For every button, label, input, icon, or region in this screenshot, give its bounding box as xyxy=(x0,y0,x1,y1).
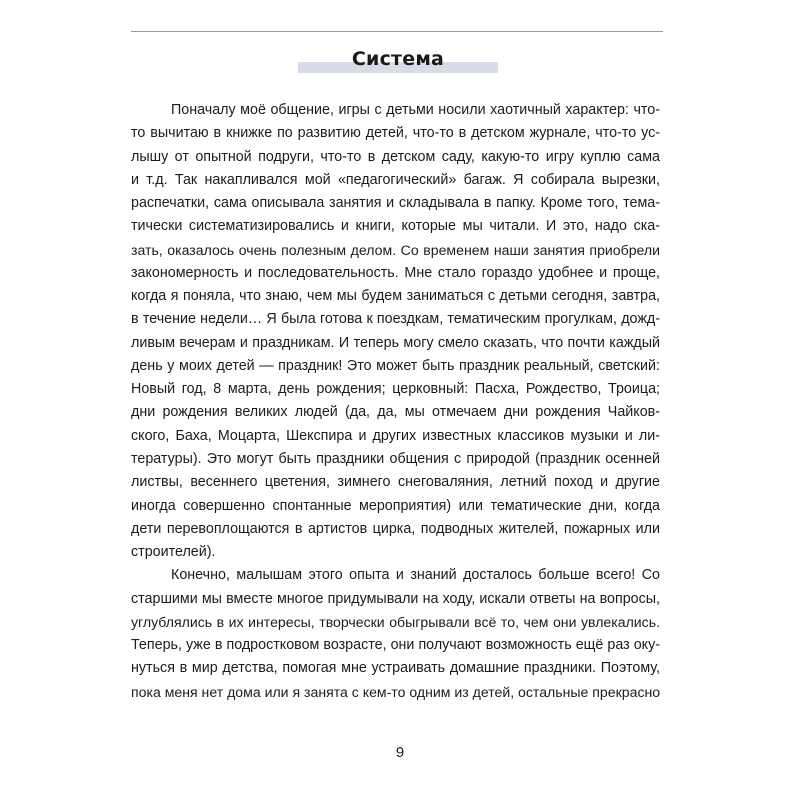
text-line: Конечно, малышам этого опыта и знаний досталось больше всего! Со xyxy=(171,567,660,584)
text-line: тически систематизировались и книги, которые мы читали. И это, надо ска- xyxy=(131,218,660,235)
text-line: ливым вечерам и праздникам. И теперь могу смело сказать, что почти каждый xyxy=(131,334,660,351)
page-number: 9 xyxy=(395,744,405,761)
text-line: строителей). xyxy=(131,544,216,561)
text-line: иногда совершенно спонтанные мероприятия) или тематические дни, когда xyxy=(131,497,660,514)
paragraph xyxy=(131,564,660,704)
text-line: в течение недели… Я была готова к поездкам, тематическим прогулкам, дожд- xyxy=(131,311,660,328)
text-line: и т.д. Так накапливался мой «педагогический» багаж. Я собирала вырезки, xyxy=(131,171,660,188)
text-line: углублялись в их интересы, творчески обыгрывали всё то, чем они увлекались. xyxy=(131,613,660,630)
text-line: дни рождения великих людей (да, да, мы отмечаем дни рождения Чайков- xyxy=(131,404,660,421)
paragraph xyxy=(131,99,660,564)
chapter-title: Система xyxy=(351,48,445,70)
text-line: пока меня нет дома или я занята с кем-то одним из детей, остальные прекрасно xyxy=(131,683,661,700)
text-line: Новый год, 8 марта, день рождения; церковный: Пасха, Рождество, Троица; xyxy=(131,381,660,398)
body-text xyxy=(131,99,660,704)
text-line: листвы, весеннего цветения, зимнего снеговаляния, летний поход и другие xyxy=(131,474,660,491)
chapter-heading xyxy=(298,44,498,74)
text-line: нуться в мир детства, помогая мне устраивать домашние праздники. Поэтому, xyxy=(131,660,660,677)
text-line: когда я поняла, что знаю, чем мы будем заниматься с детьми сегодня, завтра, xyxy=(131,288,660,305)
text-line: закономерность и последовательность. Мне стало гораздо удобнее и проще, xyxy=(131,264,660,281)
text-line: то вычитаю в книжке по развитию детей, что-то в детском журнале, что-то ус- xyxy=(131,125,660,142)
text-line: зать, оказалось очень полезным делом. Со временем наши занятия приобрели xyxy=(131,241,660,258)
text-line: распечатки, сама описывала занятия и складывала в папку. Кроме того, тема- xyxy=(131,195,660,212)
text-line: Поначалу моё общение, игры с детьми носили хаотичный характер: что- xyxy=(171,102,660,118)
text-line: старшими мы вместе многое придумывали на ходу, искали ответы на вопросы, xyxy=(131,590,660,607)
text-line: ского, Баха, Моцарта, Шекспира и других известных классиков музыки и ли- xyxy=(131,427,660,444)
text-line: лышу от опытной подруги, что-то в детском саду, какую-то игру куплю сама xyxy=(131,148,660,165)
text-line: Теперь, уже в подростковом возрасте, они получают возможность ещё раз оку- xyxy=(131,637,660,654)
text-line: тературы). Это могут быть праздники общения с природой (праздник осенней xyxy=(131,450,660,467)
text-line: день у моих детей — праздник! Это может быть праздник реальный, светский: xyxy=(131,357,660,374)
header-rule xyxy=(131,31,663,32)
text-line: дети перевоплощаются в артистов цирка, подводных жителей, пожарных или xyxy=(131,520,660,537)
